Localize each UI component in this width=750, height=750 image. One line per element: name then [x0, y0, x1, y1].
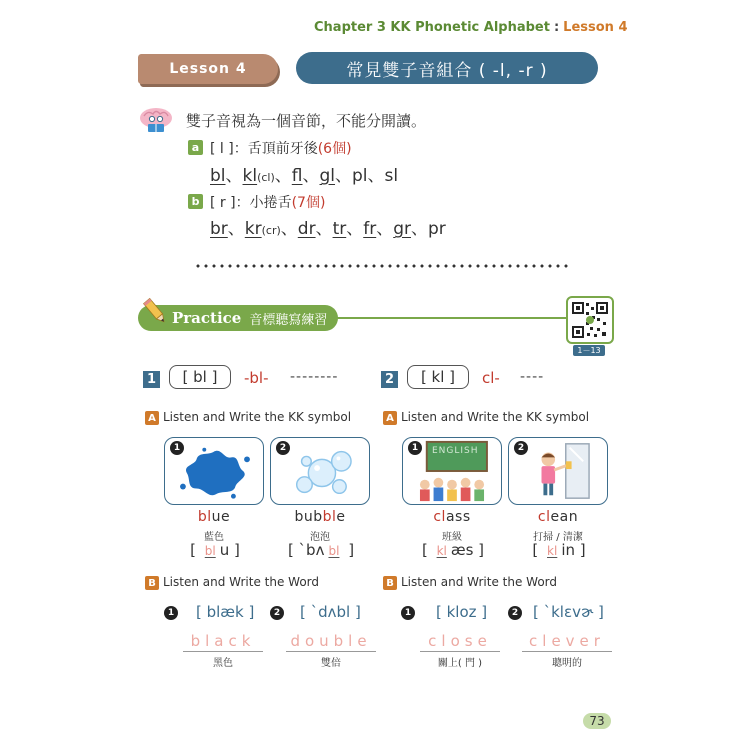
intro-text: 雙子音視為一個音節，不能分開讀。	[186, 112, 427, 130]
ipa-answer-class[interactable]: kl	[436, 544, 447, 558]
rule-a-label: [ l ]：舌頂前牙後	[210, 141, 318, 157]
combo-gl: gl	[319, 166, 336, 186]
ipa-blank-class: [ kl æs ]	[421, 541, 485, 559]
combo-cl-note: (cl)	[257, 171, 275, 184]
chapter-title: Chapter 3 KK Phonetic Alphabet	[314, 20, 550, 35]
word-bubble: bubble	[294, 509, 346, 525]
combo-bl: bl	[210, 166, 226, 186]
practice-title-zh: 音標聽寫練習	[249, 312, 328, 328]
ipa-blank-blue: [ bl u ]	[190, 541, 240, 559]
ipa-clever: [ `klɛvɚ ]	[533, 603, 604, 621]
combo-cr-note: (cr)	[261, 224, 281, 237]
ipa-close: [ kloz ]	[436, 603, 488, 621]
ipa-double: [ `dʌbl ]	[300, 603, 361, 621]
word-class: class	[433, 509, 471, 525]
exercise-1-section-a-badge: A	[145, 411, 159, 425]
gloss-clean: 打掃 / 清潔	[533, 532, 583, 543]
exercise-1-section-a-label: Listen and Write the KK symbol	[163, 410, 352, 424]
word-class-highlight: cl	[433, 509, 446, 525]
qr-code-icon[interactable]	[566, 296, 614, 344]
card-blue-number: 1	[170, 441, 184, 455]
rule-a-badge: a	[188, 140, 203, 155]
rule-b-text	[210, 192, 325, 212]
exercise-1-section-b-label: Listen and Write the Word	[163, 575, 320, 589]
practice-title-en: Practice	[172, 309, 242, 327]
combo-pr: pr	[427, 219, 446, 239]
word-bubble-highlight: bl	[322, 509, 337, 525]
gloss-blue: 藍色	[204, 532, 224, 543]
chapter-header	[314, 20, 628, 35]
rule-b-combos: br、kr(cr)、dr、tr、fr、gr、pr	[210, 219, 446, 239]
answer-black[interactable]: black	[183, 632, 263, 652]
combo-dr: dr	[297, 219, 316, 239]
exercise-2-spelling: cl-	[482, 369, 500, 387]
brain-mascot-icon	[138, 106, 174, 134]
word-blue-highlight: bl	[197, 509, 212, 525]
ipa-2-2-number: 2	[508, 606, 522, 620]
header-separator: :	[553, 20, 560, 35]
answer-clever[interactable]: clever	[522, 632, 612, 652]
pencil-icon	[140, 296, 170, 326]
rule-a-combos: bl、kl(cl)、fl、gl、pl、sl	[210, 166, 399, 186]
exercise-2-symbol: [ kl ]	[407, 365, 469, 389]
rule-a-text	[210, 138, 352, 158]
combo-br: br	[210, 219, 228, 239]
rule-b-count: (7個)	[291, 195, 326, 211]
exercise-1-spelling: -bl-	[244, 369, 269, 387]
ipa-2-1-number: 1	[401, 606, 415, 620]
audio-track-label: 1－13	[573, 345, 605, 356]
lesson-tab: Lesson 4	[138, 54, 278, 84]
ipa-answer-bubble[interactable]: bl	[328, 544, 340, 558]
word-blue: blue	[197, 509, 231, 525]
rule-a-count: (6個)	[317, 141, 352, 157]
exercise-2-dashes: ----	[520, 369, 545, 385]
combo-gr: gr	[393, 219, 411, 239]
ipa-blank-clean: [ kl in ]	[532, 541, 586, 559]
combo-pl: pl	[352, 166, 368, 186]
gloss-close: 關上( 門 )	[437, 658, 483, 669]
exercise-2-section-a-badge: A	[383, 411, 397, 425]
combo-fl: fl	[291, 166, 303, 186]
exercise-1-section-b-badge: B	[145, 576, 159, 590]
combo-kl: kl	[242, 166, 258, 186]
exercise-1-number: 1	[143, 371, 160, 388]
ipa-answer-blue[interactable]: bl	[204, 544, 216, 558]
rule-b-label: [ r ]：小捲舌	[210, 195, 292, 211]
exercise-2-number: 2	[381, 371, 398, 388]
combo-sl: sl	[384, 166, 399, 186]
exercise-2-section-a-label: Listen and Write the KK symbol	[401, 410, 590, 424]
gloss-double: 雙倍	[321, 658, 341, 669]
header-lesson: Lesson 4	[563, 20, 628, 35]
exercise-2-section-b-badge: B	[383, 576, 397, 590]
gloss-bubble: 泡泡	[310, 532, 330, 543]
combo-fr: fr	[363, 219, 377, 239]
ipa-blank-bubble: [ `bʌ bl ]	[287, 541, 355, 559]
card-class-number: 1	[408, 441, 422, 455]
card-clean-number: 2	[514, 441, 528, 455]
card-bubble-number: 2	[276, 441, 290, 455]
exercise-1-symbol: [ bl ]	[169, 365, 231, 389]
rule-b-badge: b	[188, 194, 203, 209]
dotted-divider	[194, 262, 570, 270]
ipa-answer-clean[interactable]: kl	[547, 544, 558, 558]
gloss-black: 黑色	[213, 658, 233, 669]
exercise-1-dashes: --------	[290, 369, 339, 385]
lesson-title: 常見雙子音組合 ( -l, -r )	[296, 52, 598, 84]
page-number: 73	[583, 713, 611, 729]
ipa-1-2-number: 2	[270, 606, 284, 620]
word-clean: clean	[537, 509, 579, 525]
answer-double[interactable]: double	[286, 632, 376, 652]
ipa-black: [ blæk ]	[196, 603, 255, 621]
gloss-class: 班級	[442, 532, 462, 543]
word-clean-highlight: cl	[537, 509, 551, 525]
combo-tr: tr	[332, 219, 347, 239]
exercise-2-section-b-label: Listen and Write the Word	[401, 575, 558, 589]
chalkboard-text: ENGLISH	[432, 446, 479, 456]
combo-kr: kr	[244, 219, 262, 239]
ipa-1-1-number: 1	[164, 606, 178, 620]
answer-close[interactable]: close	[420, 632, 500, 652]
gloss-clever: 聰明的	[552, 658, 582, 669]
